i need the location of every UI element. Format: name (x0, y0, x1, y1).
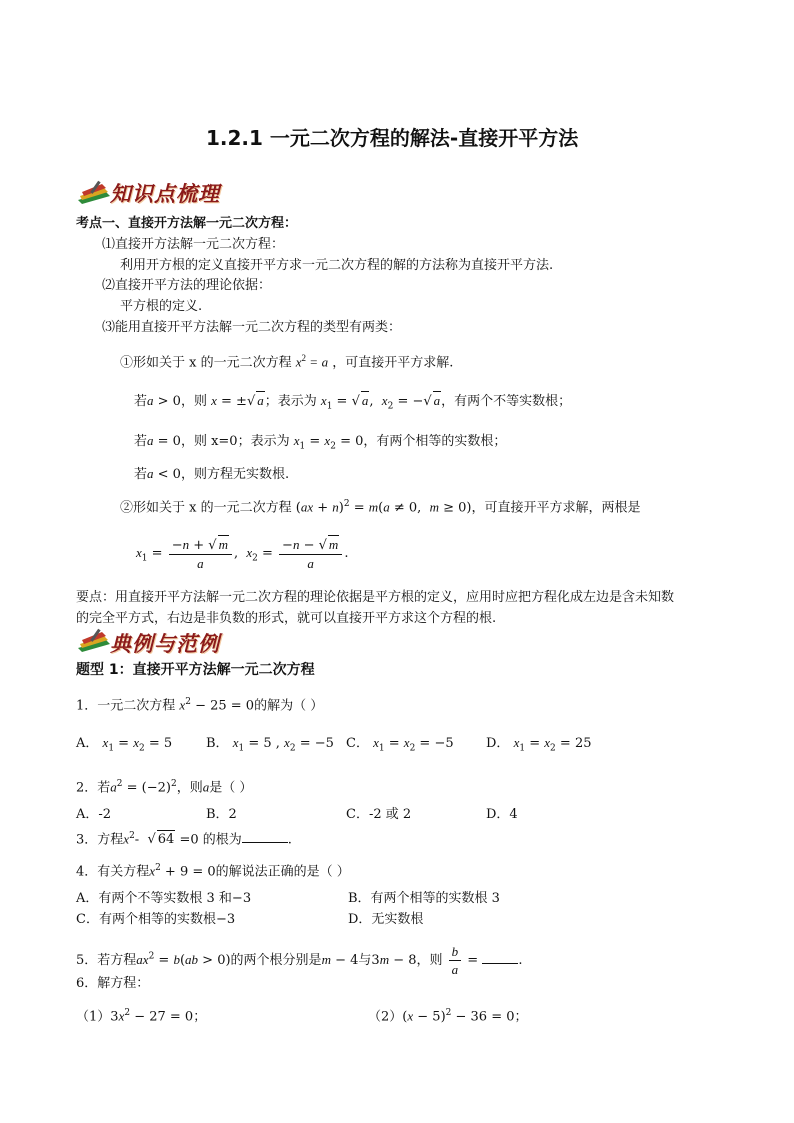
q1-option-b[interactable]: B． $x_1 = 5$ , $x_2 = -5$ (206, 735, 334, 754)
banner-title: 知识点梳理 (110, 182, 220, 206)
q1-option-a[interactable]: A． $x_1 = x_2 = 5$ (76, 735, 173, 754)
q6-sub-2: $(2)(x - 5)^2 - 36 = 0$； (368, 1008, 528, 1025)
q1-option-d[interactable]: D． $x_1 = x_2 = 25$ (486, 735, 592, 754)
q4-option-a[interactable]: A．有两个不等实数根 3 和−3 (76, 891, 252, 906)
case-2-roots: $x_1$ = $\frac{-n + √ m}{a}$ , $x_2$ = $\frac{-n - √ m}{a}$ . (136, 535, 348, 572)
kp-item-1: ⑴直接开方法解一元二次方程： (102, 237, 285, 252)
case-a-negative: 若a < 0，则方程无实数根. (134, 466, 290, 482)
q5-stem: 5．若方程$ax^2 = b(ab > 0)$的两个根分别是m − 4与3m − 8，则 $\frac{b}{a}$ = . (76, 944, 523, 977)
q6-sub-1: $(1)3x^2 - 27 = 0$； (76, 1008, 207, 1025)
case-a-positive: 若a > 0，则 x = ±√ a；表示为 $x_1$ = √ a, $x_2$ = −√ a，有两个不等实数根； (134, 391, 571, 416)
page-title: 1.2.1 一元二次方程的解法-直接开平方法 (206, 126, 579, 150)
key-point-line-2: 的完全平方式，右边是非负数的形式，就可以直接开平方求这个方程的根. (76, 611, 497, 626)
q2-option-d[interactable]: D．4 (486, 807, 518, 822)
q2-option-a[interactable]: A．-2 (76, 807, 112, 822)
kp-heading: 考点一、直接开方法解一元二次方程： (76, 216, 298, 231)
q3-answer-blank[interactable] (242, 829, 288, 843)
q3-stem: 3．方程$x^2-$ √ 64 =0 的根为 . (76, 827, 292, 849)
kp-item-3: ⑶能用直接开平方法解一元二次方程的类型有两类： (102, 320, 402, 335)
q2-option-b[interactable]: B．2 (206, 807, 237, 822)
q1-option-c[interactable]: C． $x_1 = x_2 = -5$ (346, 735, 454, 754)
kp-item-2: ⑵直接开平方法的理论依据： (102, 278, 272, 293)
q4-stem: 4．有关方程$x^2 + 9 = 0$的解说法正确的是（ ） (76, 863, 350, 880)
q6-stem: 6．解方程： (76, 976, 150, 991)
q4-option-d[interactable]: D．无实数根 (348, 912, 424, 927)
q4-option-c[interactable]: C．有两个相等的实数根−3 (76, 912, 236, 927)
q5-answer-blank[interactable] (482, 950, 518, 964)
book-stack-icon (76, 180, 112, 208)
key-point-line-1: 要点：用直接开平方法解一元二次方程的理论依据是平方根的定义，应用时应把方程化成左边是含未知数 (76, 590, 675, 605)
section-banner-examples (76, 628, 256, 658)
q2-option-c[interactable]: C．-2 或 2 (346, 807, 412, 822)
q1-stem: 1．一元二次方程 $x^2 - 25 = 0$的解为（ ） (76, 697, 324, 714)
kp-item-1-body: 利用开方根的定义直接开平方求一元二次方程的解的方法称为直接开平方法. (120, 258, 554, 273)
case-a-zero: 若a = 0，则 x=0；表示为 $x_1 = x_2 = 0$，有两个相等的实数根； (134, 433, 507, 452)
section-banner-knowledge (76, 178, 256, 208)
q4-option-b[interactable]: B．有两个相等的实数根 3 (348, 891, 500, 906)
q2-stem: 2．若$a^2 = (-2)^2$，则a是（ ） (76, 779, 253, 796)
book-stack-icon (76, 628, 112, 656)
case-2-line: ②形如关于 x 的一元二次方程 (ax + n)$^2$ = m(a ≠ 0, m ≥ 0)，可直接开平方求解，两根是 (120, 499, 641, 516)
banner-title: 典例与范例 (110, 632, 220, 656)
case-1-line: ①形如关于 x 的一元二次方程 $x^2 = a$ ，可直接开平方求解. (120, 353, 454, 371)
type-1-heading: 题型 1：直接开平方法解一元二次方程 (76, 662, 315, 678)
kp-item-2-body: 平方根的定义. (120, 299, 203, 314)
